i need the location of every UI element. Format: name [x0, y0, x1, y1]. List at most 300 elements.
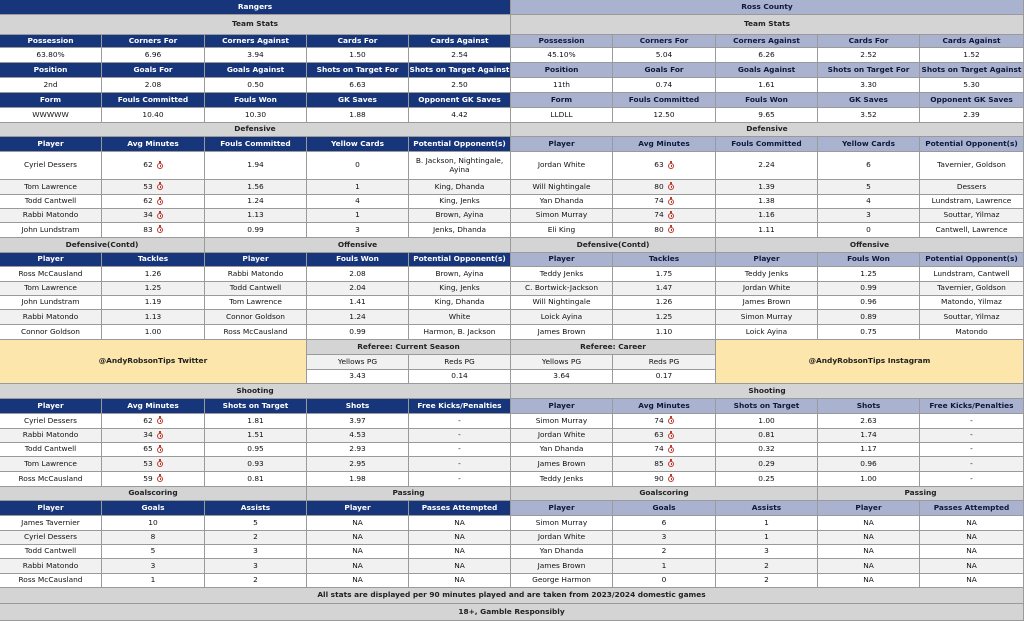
referee-header — [613, 355, 716, 370]
defensive-header-text: Yellow Cards — [331, 138, 384, 148]
goalscoring-cell — [613, 559, 716, 574]
defensive-cell — [409, 209, 511, 223]
player-name — [0, 267, 102, 282]
stopwatch-icon — [157, 476, 163, 482]
defensive-cell-text: 74 — [654, 196, 664, 206]
passing-cell — [818, 574, 920, 588]
shooting-cell-text: 1.17 — [860, 444, 877, 454]
referee-career-title-text: Referee: Career — [580, 341, 646, 351]
footer-note — [0, 588, 1024, 604]
offensive-cell-text: Matondo, Yilmaz — [941, 297, 1002, 307]
team-stat-header — [818, 63, 920, 78]
team-stat-header-text: Fouls Committed — [117, 94, 189, 104]
player-name — [716, 267, 818, 282]
defensive-cell-text: 1.56 — [247, 181, 264, 191]
player-name-text: John Lundstram — [21, 297, 80, 307]
team-stat-value — [205, 48, 307, 63]
goalscoring-cell-text: 3 — [150, 560, 156, 570]
defensive-cell-text: 1.11 — [758, 224, 775, 234]
section-defensive-left — [0, 123, 511, 137]
defensive-cell-text: 6 — [866, 160, 871, 170]
defensive-cell-text: 1.24 — [247, 196, 264, 206]
player-name — [511, 223, 613, 238]
player-name — [0, 531, 102, 545]
team-stat-header — [0, 35, 102, 48]
team-stat-value-text: 11th — [553, 79, 570, 89]
shooting-header — [102, 399, 205, 414]
team-stat-header-text: Cards For — [337, 35, 378, 45]
section-offensive-right-text: Offensive — [849, 239, 890, 249]
team-stat-value-text: 5.30 — [963, 79, 980, 89]
tackles-cell-text: 1.75 — [655, 268, 673, 278]
defensive-header — [409, 137, 511, 152]
goalscoring-cell — [716, 545, 818, 559]
player-name-text: Loick Ayina — [745, 326, 788, 336]
team-stat-header-text: Shots on Target For — [827, 64, 910, 74]
team-stat-value-text: 10.30 — [244, 109, 267, 119]
shooting-header — [920, 399, 1024, 414]
passing-header-text: Passes Attempted — [421, 502, 498, 512]
section-offensive-left — [205, 238, 511, 253]
player-name — [0, 152, 102, 180]
defensive-cell — [716, 223, 818, 238]
team-stat-header — [716, 63, 818, 78]
shooting-cell-text: 53 — [143, 458, 153, 468]
player-name — [511, 296, 613, 310]
tackles-cell — [102, 282, 205, 296]
shooting-cell-text: 90 — [654, 473, 664, 483]
offensive-cell — [307, 325, 409, 340]
team-stat-header — [920, 63, 1024, 78]
tackles-header-text: Player — [548, 254, 575, 264]
shooting-header-text: Shots — [345, 400, 370, 410]
team-stat-header-text: Fouls Won — [745, 94, 788, 104]
passing-cell-text: NA — [352, 517, 363, 527]
shooting-cell — [205, 443, 307, 457]
team-stat-value — [920, 108, 1024, 123]
team-stat-value-text: WWWWW — [32, 109, 69, 119]
team-stat-value — [205, 78, 307, 93]
shooting-cell — [102, 414, 205, 429]
section-goalscoring-right — [511, 487, 818, 501]
shooting-cell-text: - — [458, 430, 461, 440]
shooting-cell — [613, 443, 716, 457]
defensive-cell-text: 1.16 — [758, 210, 775, 220]
shooting-cell-text: 0.81 — [247, 473, 264, 483]
defensive-cell-text: 3 — [355, 224, 360, 234]
passing-cell-text: NA — [966, 546, 977, 556]
defensive-cell-text: 80 — [654, 224, 664, 234]
defensive-header — [716, 137, 818, 152]
team-stat-header — [613, 93, 716, 108]
passing-cell — [920, 545, 1024, 559]
defensive-cell — [409, 152, 511, 180]
passing-cell — [409, 559, 511, 574]
player-name-text: Teddy Jenks — [539, 268, 584, 278]
passing-cell-text: NA — [863, 517, 874, 527]
referee-current-title-text: Referee: Current Season — [357, 341, 460, 351]
player-name — [511, 267, 613, 282]
tackles-header-text: Tackles — [137, 254, 169, 264]
defensive-cell-text: 4 — [355, 196, 360, 206]
shooting-cell — [102, 429, 205, 443]
shooting-cell-text: 2.93 — [349, 444, 366, 454]
offensive-cell-text: 0.96 — [860, 297, 877, 307]
section-shooting-right-text: Shooting — [748, 385, 786, 395]
player-name-text: Tom Lawrence — [24, 181, 77, 191]
tackles-cell — [102, 310, 205, 325]
defensive-header — [511, 137, 613, 152]
section-goalscoring-left — [0, 487, 307, 501]
stopwatch-icon — [668, 447, 674, 453]
team-stat-header-text: Form — [550, 94, 573, 104]
section-shooting-left-text: Shooting — [236, 385, 274, 395]
goalscoring-cell — [613, 531, 716, 545]
team-stat-header — [716, 35, 818, 48]
team-stat-header-text: Corners For — [128, 35, 178, 45]
passing-cell — [818, 559, 920, 574]
player-name-text: Simon Murray — [740, 311, 793, 321]
defensive-cell-text: King, Jenks — [439, 196, 480, 206]
passing-header — [920, 501, 1024, 516]
team-stat-header-text: Cards For — [848, 35, 889, 45]
player-name-text: Connor Goldson — [225, 311, 285, 321]
passing-cell-text: NA — [863, 546, 874, 556]
team-name-right-text: Ross County — [741, 1, 793, 11]
defensive-cell — [818, 152, 920, 180]
player-name-text: John Lundstram — [21, 224, 80, 234]
defensive-cell-text: 5 — [866, 181, 871, 191]
referee-career-title — [511, 340, 716, 355]
shooting-cell — [818, 443, 920, 457]
offensive-cell-text: Tavernier, Goldson — [937, 283, 1006, 293]
section-team-stats-left — [0, 15, 511, 35]
offensive-header — [818, 253, 920, 267]
player-name-text: Rabbi Matondo — [22, 311, 79, 321]
defensive-cell-text: King, Dhanda — [434, 181, 485, 191]
tackles-cell-text: 1.47 — [655, 283, 673, 293]
player-name — [511, 457, 613, 472]
defensive-cell-text: 2.24 — [758, 160, 775, 170]
referee-value — [307, 370, 409, 384]
player-name — [205, 296, 307, 310]
team-stat-header — [0, 93, 102, 108]
section-shooting-right — [511, 384, 1024, 399]
team-stat-value — [307, 108, 409, 123]
player-name-text: James Brown — [537, 458, 586, 468]
tackles-cell — [613, 267, 716, 282]
player-name-text: Connor Goldson — [20, 326, 80, 336]
team-stat-value-text: 45.10% — [547, 49, 576, 59]
team-stat-header-text: Position — [33, 64, 68, 74]
defensive-cell-text: Souttar, Yilmaz — [943, 210, 1000, 220]
team-stat-header-text: Opponent GK Saves — [930, 94, 1013, 104]
player-name-text: Simon Murray — [535, 415, 588, 425]
team-stat-header-text: Goals Against — [737, 64, 796, 74]
player-name — [511, 531, 613, 545]
shooting-cell — [716, 457, 818, 472]
shooting-cell-text: 1.51 — [247, 430, 264, 440]
section-defensive-contd-right — [511, 238, 716, 253]
shooting-cell — [102, 472, 205, 487]
offensive-cell — [307, 296, 409, 310]
team-stat-header-text: Corners Against — [733, 35, 800, 45]
team-stat-header-text: Goals For — [133, 64, 173, 74]
player-name — [0, 457, 102, 472]
passing-cell-text: NA — [863, 560, 874, 570]
team-stat-value-text: 1.61 — [758, 79, 775, 89]
team-stat-header-text: Shots on Target For — [316, 64, 399, 74]
stopwatch-icon — [668, 213, 674, 219]
shooting-cell — [307, 429, 409, 443]
referee-header — [511, 355, 613, 370]
defensive-header — [102, 137, 205, 152]
team-stat-value — [0, 78, 102, 93]
section-team-stats-right-text: Team Stats — [743, 19, 791, 29]
referee-value — [613, 370, 716, 384]
team-stat-value-text: 63.80% — [36, 49, 65, 59]
section-defensive-right — [511, 123, 1024, 137]
goalscoring-cell-text: 6 — [661, 517, 667, 527]
stopwatch-icon — [157, 199, 163, 205]
player-name-text: Todd Cantwell — [24, 444, 77, 454]
team-stat-header-text: Goals Against — [226, 64, 285, 74]
goalscoring-header — [205, 501, 307, 516]
defensive-cell-text: 62 — [143, 160, 153, 170]
team-stat-header-text: Fouls Won — [234, 94, 277, 104]
team-stat-header — [613, 63, 716, 78]
goalscoring-cell — [205, 545, 307, 559]
goalscoring-header-text: Player — [37, 502, 64, 512]
team-stat-value — [409, 78, 511, 93]
team-stat-header-text: Shots on Target Against — [921, 64, 1022, 74]
defensive-cell — [409, 195, 511, 209]
goalscoring-header-text: Assists — [240, 502, 271, 512]
passing-cell-text: NA — [352, 560, 363, 570]
defensive-header — [613, 137, 716, 152]
goalscoring-header — [716, 501, 818, 516]
tackles-cell-text: 1.13 — [144, 311, 162, 321]
shooting-cell — [818, 429, 920, 443]
tackles-cell — [613, 310, 716, 325]
defensive-cell-text: Cantwell, Lawrence — [935, 224, 1008, 234]
defensive-cell — [205, 223, 307, 238]
passing-cell-text: NA — [352, 546, 363, 556]
defensive-cell-text: Jenks, Dhanda — [432, 224, 487, 234]
shooting-cell-text: 0.29 — [758, 458, 775, 468]
shooting-cell — [409, 429, 511, 443]
twitter-promo-text: @AndyRobsonTips Twitter — [98, 356, 208, 366]
team-stat-header — [102, 93, 205, 108]
player-name-text: Jordan White — [537, 430, 586, 440]
defensive-header-text: Yellow Cards — [842, 138, 895, 148]
section-goalscoring-right-text: Goalscoring — [639, 488, 689, 498]
shooting-cell-text: 63 — [654, 430, 664, 440]
team-stat-header — [205, 93, 307, 108]
shooting-cell — [307, 443, 409, 457]
team-stat-header — [205, 63, 307, 78]
shooting-cell — [613, 472, 716, 487]
offensive-cell-text: King, Dhanda — [434, 297, 485, 307]
tackles-header — [511, 253, 613, 267]
defensive-cell — [102, 152, 205, 180]
player-name-text: Teddy Jenks — [744, 268, 789, 278]
team-stat-header-text: Corners Against — [222, 35, 289, 45]
shooting-header-text: Avg Minutes — [127, 400, 179, 410]
team-stat-value — [307, 78, 409, 93]
player-name-text: James Brown — [742, 297, 791, 307]
player-name — [511, 180, 613, 195]
shooting-header-text: Shots on Target — [222, 400, 289, 410]
team-stat-value-text: 5.04 — [655, 49, 673, 59]
player-name — [205, 282, 307, 296]
defensive-cell — [307, 223, 409, 238]
defensive-cell-text: 53 — [143, 181, 153, 191]
team-stat-value-text: 0.50 — [247, 79, 264, 89]
passing-header — [818, 501, 920, 516]
player-name-text: Todd Cantwell — [229, 283, 282, 293]
player-name — [511, 443, 613, 457]
offensive-cell-text: Lundstram, Cantwell — [933, 268, 1010, 278]
section-passing-left-text: Passing — [392, 488, 425, 498]
shooting-cell-text: 1.74 — [860, 430, 877, 440]
section-defensive-contd-right-text: Defensive(Contd) — [576, 239, 650, 249]
shooting-cell — [409, 414, 511, 429]
player-name-text: Will Nightingale — [532, 297, 591, 307]
offensive-header-text: Potential Opponent(s) — [925, 254, 1018, 264]
shooting-cell — [409, 472, 511, 487]
section-team-stats-left-text: Team Stats — [231, 19, 279, 29]
team-stat-header — [920, 93, 1024, 108]
team-stat-header-text: Possession — [27, 35, 74, 45]
team-stat-value — [511, 48, 613, 63]
shooting-cell-text: 0.93 — [247, 458, 264, 468]
shooting-cell — [920, 414, 1024, 429]
team-stat-header — [409, 35, 511, 48]
team-stat-value — [102, 78, 205, 93]
goalscoring-cell — [205, 516, 307, 531]
player-name-text: Ross McCausland — [18, 575, 83, 585]
team-stat-value-text: 6.96 — [144, 49, 162, 59]
player-name-text: Ross McCausland — [18, 268, 83, 278]
goalscoring-cell — [102, 516, 205, 531]
passing-header-text: Player — [855, 502, 882, 512]
player-name — [0, 545, 102, 559]
player-name-text: Jordan White — [537, 532, 586, 542]
shooting-cell — [307, 414, 409, 429]
player-name-text: George Harmon — [532, 575, 591, 585]
referee-header-text: Yellows PG — [337, 356, 378, 366]
passing-cell — [409, 531, 511, 545]
team-stat-header — [307, 93, 409, 108]
section-goalscoring-left-text: Goalscoring — [128, 488, 178, 498]
player-name — [0, 180, 102, 195]
referee-value-text: 0.14 — [451, 371, 468, 381]
player-name — [716, 325, 818, 340]
team-stat-value-text: 0.74 — [655, 79, 673, 89]
defensive-cell — [307, 152, 409, 180]
offensive-header — [409, 253, 511, 267]
offensive-header — [307, 253, 409, 267]
shooting-header — [307, 399, 409, 414]
section-defensive-left-text: Defensive — [234, 124, 276, 134]
offensive-cell-text: 1.24 — [349, 311, 366, 321]
team-stat-value — [613, 78, 716, 93]
referee-value-text: 0.17 — [655, 371, 673, 381]
goalscoring-cell-text: 5 — [253, 517, 258, 527]
defensive-cell — [920, 152, 1024, 180]
shooting-cell-text: 74 — [654, 444, 664, 454]
team-stat-value-text: 2.50 — [451, 79, 468, 89]
player-name-text: Teddy Jenks — [539, 473, 584, 483]
player-name — [0, 310, 102, 325]
player-name — [0, 443, 102, 457]
stopwatch-icon — [157, 227, 163, 233]
shooting-header — [613, 399, 716, 414]
team-stat-header — [409, 93, 511, 108]
passing-cell — [818, 516, 920, 531]
offensive-cell-text: 2.08 — [349, 268, 366, 278]
passing-cell — [920, 531, 1024, 545]
offensive-cell-text: 1.25 — [860, 268, 877, 278]
defensive-cell-text: 83 — [143, 224, 153, 234]
shooting-cell — [307, 457, 409, 472]
offensive-cell — [818, 282, 920, 296]
player-name — [511, 574, 613, 588]
goalscoring-cell-text: 3 — [253, 546, 258, 556]
goalscoring-cell — [205, 574, 307, 588]
passing-cell — [409, 516, 511, 531]
passing-cell-text: NA — [966, 532, 977, 542]
passing-header — [307, 501, 409, 516]
shooting-cell — [205, 457, 307, 472]
tackles-cell — [613, 325, 716, 340]
passing-cell-text: NA — [454, 532, 465, 542]
player-name-text: Ross McCausland — [223, 326, 288, 336]
stopwatch-icon — [157, 184, 163, 190]
player-name — [511, 414, 613, 429]
defensive-cell — [716, 180, 818, 195]
team-stat-header-text: Position — [544, 64, 579, 74]
shooting-cell-text: 59 — [143, 473, 153, 483]
goalscoring-cell-text: 8 — [150, 532, 156, 542]
shooting-cell — [613, 429, 716, 443]
tackles-cell — [102, 325, 205, 340]
shooting-header-text: Shots on Target — [733, 400, 800, 410]
tackles-cell — [102, 267, 205, 282]
defensive-cell-text: 74 — [654, 210, 664, 220]
defensive-cell — [716, 152, 818, 180]
passing-cell — [409, 545, 511, 559]
passing-cell — [920, 574, 1024, 588]
defensive-cell-text: 1 — [355, 210, 360, 220]
team-stat-value — [511, 108, 613, 123]
team-stat-value — [409, 48, 511, 63]
player-name-text: Tom Lawrence — [229, 297, 282, 307]
shooting-header — [205, 399, 307, 414]
player-name — [716, 282, 818, 296]
player-name — [0, 209, 102, 223]
team-stat-header-text: Fouls Committed — [628, 94, 700, 104]
defensive-cell-text: 0.99 — [247, 224, 264, 234]
defensive-cell — [409, 180, 511, 195]
team-stat-value — [920, 48, 1024, 63]
defensive-cell — [205, 180, 307, 195]
tackles-header — [102, 253, 205, 267]
player-name — [511, 429, 613, 443]
team-stat-header — [307, 35, 409, 48]
defensive-cell-text: 1.94 — [247, 160, 264, 170]
